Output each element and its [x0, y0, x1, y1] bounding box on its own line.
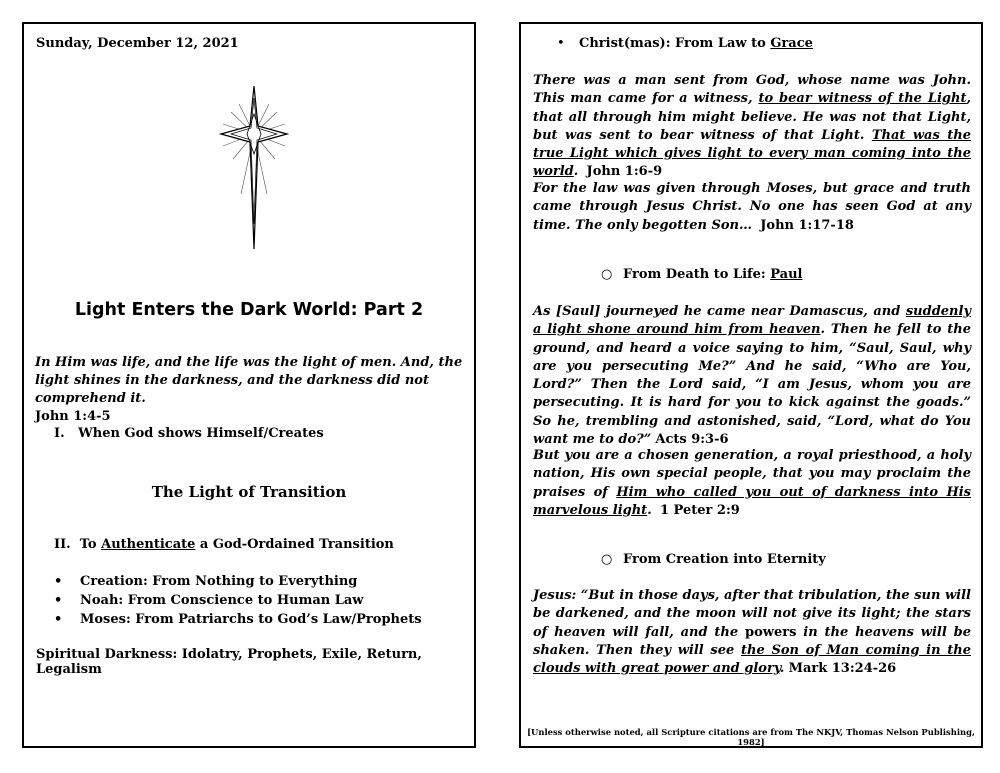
quote-underlined: suddenly a light shone around him from heaven	[533, 304, 971, 338]
quote-text: For the law was given through Moses, but grace and truth came through Jesus Christ. No one has seen God at any time. The only begotten Son…	[533, 181, 971, 233]
bullet-text: Creation: From Nothing to Everything	[80, 574, 358, 589]
quote-reference: Acts 9:3-6	[655, 432, 729, 448]
quote-text: .	[647, 502, 652, 518]
heading-two	[54, 537, 394, 552]
heading-two-underlined: Authenticate	[101, 537, 196, 552]
left-page	[22, 22, 476, 748]
quote-reference: John 1:4-5	[35, 409, 111, 424]
section-heading-grace	[557, 36, 813, 51]
bullet-item	[54, 593, 363, 608]
section-prefix: From Death to Life:	[623, 267, 771, 282]
quote-mark-13-24	[533, 587, 971, 678]
date: Sunday, December 12, 2021	[36, 36, 239, 51]
bullet-item	[54, 612, 422, 627]
bullet-text: Noah: From Conscience to Human Law	[80, 593, 364, 608]
quote-text: But you are a chosen generation, a royal priesthood, a holy nation, His own special people, that you may proclaim the praises of	[533, 448, 971, 500]
quote-text: . Then he fell to the ground, and heard a voice saying to him, “Saul, Saul, why are you persecuting Me?” And he said, “Who are You, Lord?” Then the Lord said, “I am Jesus, whom you are persecuting. It is hard for you to kick against the goads.” So he, trembling and astonished, said, “Lord, what do You want me to do?”	[533, 322, 971, 448]
quote-john-1-4	[35, 354, 467, 426]
quote-text: Jesus: “But in those days, after that tribulation, the sun will be darkened, and the moon will not give its light; the stars of heaven will fall, and the	[533, 588, 971, 640]
quote-underlined: That was the true Light which gives light to every man coming into the world	[533, 127, 971, 180]
quote-text: , that all through him might believe. He was not that Light, but was sent to bear witness of that Light.	[533, 91, 971, 143]
bullet-icon: •	[54, 574, 63, 589]
bullet-item	[54, 574, 357, 589]
quote-acts-9-3	[533, 303, 971, 449]
quote-text: In Him was life, and the life was the light of men. And, the light shines in the darkness, and the darkness did not comprehend it.	[35, 355, 463, 406]
heading-two-prefix: II. To	[54, 537, 102, 552]
quote-reference: John 1:6-9	[586, 164, 663, 180]
quote-text: As [Saul] journeyed he came near Damascus, and	[533, 304, 906, 319]
quote-bold-word: powers	[745, 624, 797, 640]
quote-text: .	[573, 164, 579, 180]
quote-reference: Mark 13:24-26	[788, 661, 897, 677]
section-title: From Creation into Eternity	[623, 552, 826, 567]
quote-john-1-6	[533, 72, 971, 182]
quote-reference: 1 Peter 2:9	[659, 502, 740, 518]
bullet-text: Moses: From Patriarchs to God’s Law/Prophets	[80, 612, 422, 627]
bullet-icon: •	[54, 593, 63, 608]
section-prefix: Christ(mas): From Law to	[579, 36, 771, 51]
quote-text: .	[779, 661, 785, 677]
quote-1-peter-2-9	[533, 447, 971, 520]
bullet-icon: •	[54, 612, 63, 627]
spiritual-darkness-line: Spiritual Darkness: Idolatry, Prophets, Exile, Return, Legalism	[36, 647, 422, 677]
quote-john-1-17	[533, 180, 971, 235]
heading-one: I. When God shows Himself/Creates	[54, 426, 324, 441]
section-heading-paul	[601, 267, 802, 282]
quote-underlined: Him who called you out of darkness into His marvelous light	[533, 484, 971, 518]
heading-two-suffix: a God-Ordained Transition	[195, 537, 394, 552]
quote-reference: John 1:17-18	[760, 217, 854, 233]
section-underlined: Paul	[770, 267, 803, 282]
quote-text: There was a man sent from God, whose name was John. This man came for a witness,	[533, 73, 971, 107]
subtitle: The Light of Transition	[151, 483, 347, 501]
page-title: Light Enters the Dark World: Part 2	[74, 300, 424, 320]
star-of-bethlehem-icon	[219, 84, 289, 258]
bullet-icon: •	[557, 36, 565, 51]
section-underlined: Grace	[770, 36, 813, 51]
quote-text: in the heavens will be shaken. Then they will see	[533, 624, 971, 658]
quote-underlined: to bear witness of the Light	[758, 91, 967, 107]
section-heading-eternity	[601, 552, 826, 567]
footnote: [Unless otherwise noted, all Scripture citations are from The NKJV, Thomas Nelson Publishing, 1982]	[527, 727, 975, 747]
circle-bullet-icon: ○	[601, 552, 613, 567]
circle-bullet-icon: ○	[601, 267, 613, 282]
right-page	[519, 22, 983, 748]
quote-underlined: the Son of Man coming in the clouds with great power and glory	[533, 642, 971, 677]
